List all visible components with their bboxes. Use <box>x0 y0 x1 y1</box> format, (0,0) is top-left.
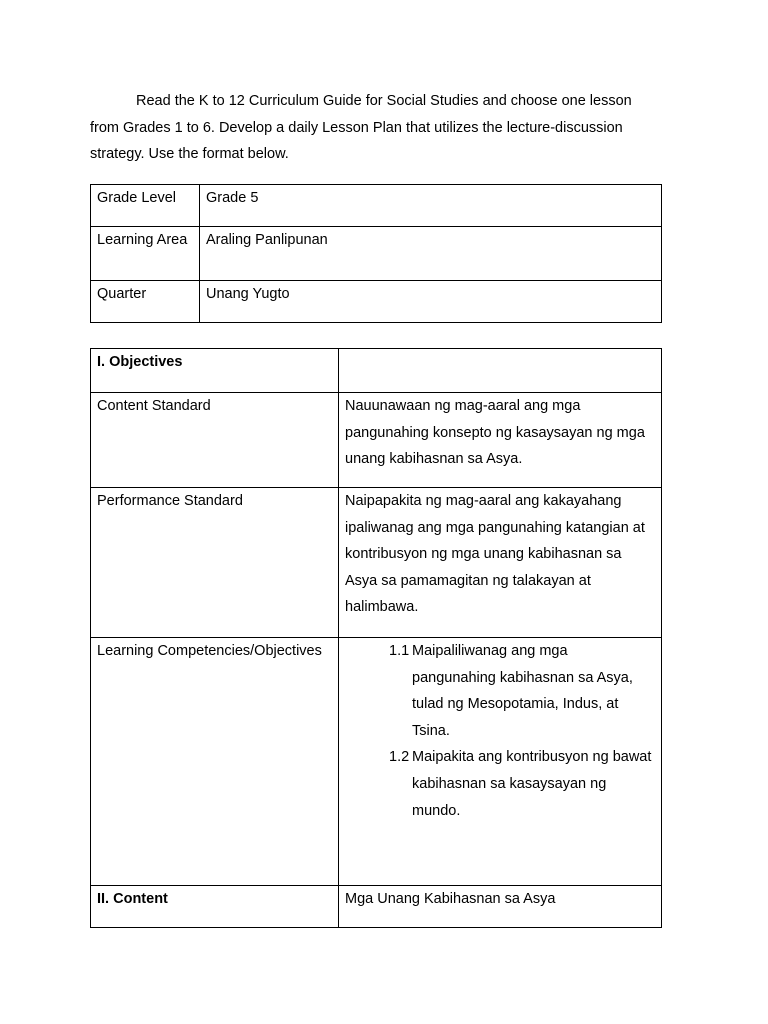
content-standard-value: Nauunawaan ng mag-aaral ang mga pangunahing konsepto ng kasaysayan ng mga unang kabihasnan sa Asya. <box>339 393 662 488</box>
table-row <box>91 886 662 928</box>
list-item-number: 1.1 <box>389 643 410 659</box>
grade-level-label: Grade Level <box>91 185 200 227</box>
list-item <box>345 638 655 744</box>
quarter-value: Unang Yugto <box>200 281 662 323</box>
learning-area-value: Araling Panlipunan <box>200 227 662 281</box>
list-item <box>345 744 655 824</box>
content-value: Mga Unang Kabihasnan sa Asya <box>339 886 662 928</box>
competencies-cell <box>339 638 662 886</box>
instructions-text: Read the K to 12 Curriculum Guide for Social Studies and choose one lesson from Grades 1 to 6. Develop a daily Lesson Plan that utilizes the lecture-discussion strategy. Use the format below. <box>90 93 632 163</box>
list-item-text: Maipaliliwanag ang mga pangunahing kabihasnan sa Asya, tulad ng Mesopotamia, Indus, at Tsina. <box>412 643 633 739</box>
table-row <box>91 349 662 393</box>
lesson-info-table <box>90 184 662 323</box>
table-row <box>91 227 662 281</box>
learning-area-label: Learning Area <box>91 227 200 281</box>
table-row <box>91 185 662 227</box>
competencies-label: Learning Competencies/Objectives <box>91 638 339 886</box>
table-row <box>91 638 662 886</box>
table-row <box>91 281 662 323</box>
objectives-heading: I. Objectives <box>91 349 339 393</box>
table-row <box>91 393 662 488</box>
objectives-empty-cell <box>339 349 662 393</box>
instructions-paragraph <box>90 88 660 168</box>
grade-level-value: Grade 5 <box>200 185 662 227</box>
performance-standard-label: Performance Standard <box>91 488 339 638</box>
competencies-list <box>345 638 655 824</box>
list-item-number: 1.2 <box>389 749 410 766</box>
content-heading: II. Content <box>91 886 339 928</box>
content-standard-label: Content Standard <box>91 393 339 488</box>
lesson-plan-table <box>90 348 662 928</box>
quarter-label: Quarter <box>91 281 200 323</box>
performance-standard-value: Naipapakita ng mag-aaral ang kakayahang ipaliwanag ang mga pangunahing katangian at kontribusyon ng mga unang kabihasnan sa Asya sa pamamagitan ng talakayan at halimbawa. <box>339 488 662 638</box>
table-row <box>91 488 662 638</box>
list-item-text: Maipakita ang kontribusyon ng bawat kabihasnan sa kasaysayan ng mundo. <box>412 749 652 819</box>
